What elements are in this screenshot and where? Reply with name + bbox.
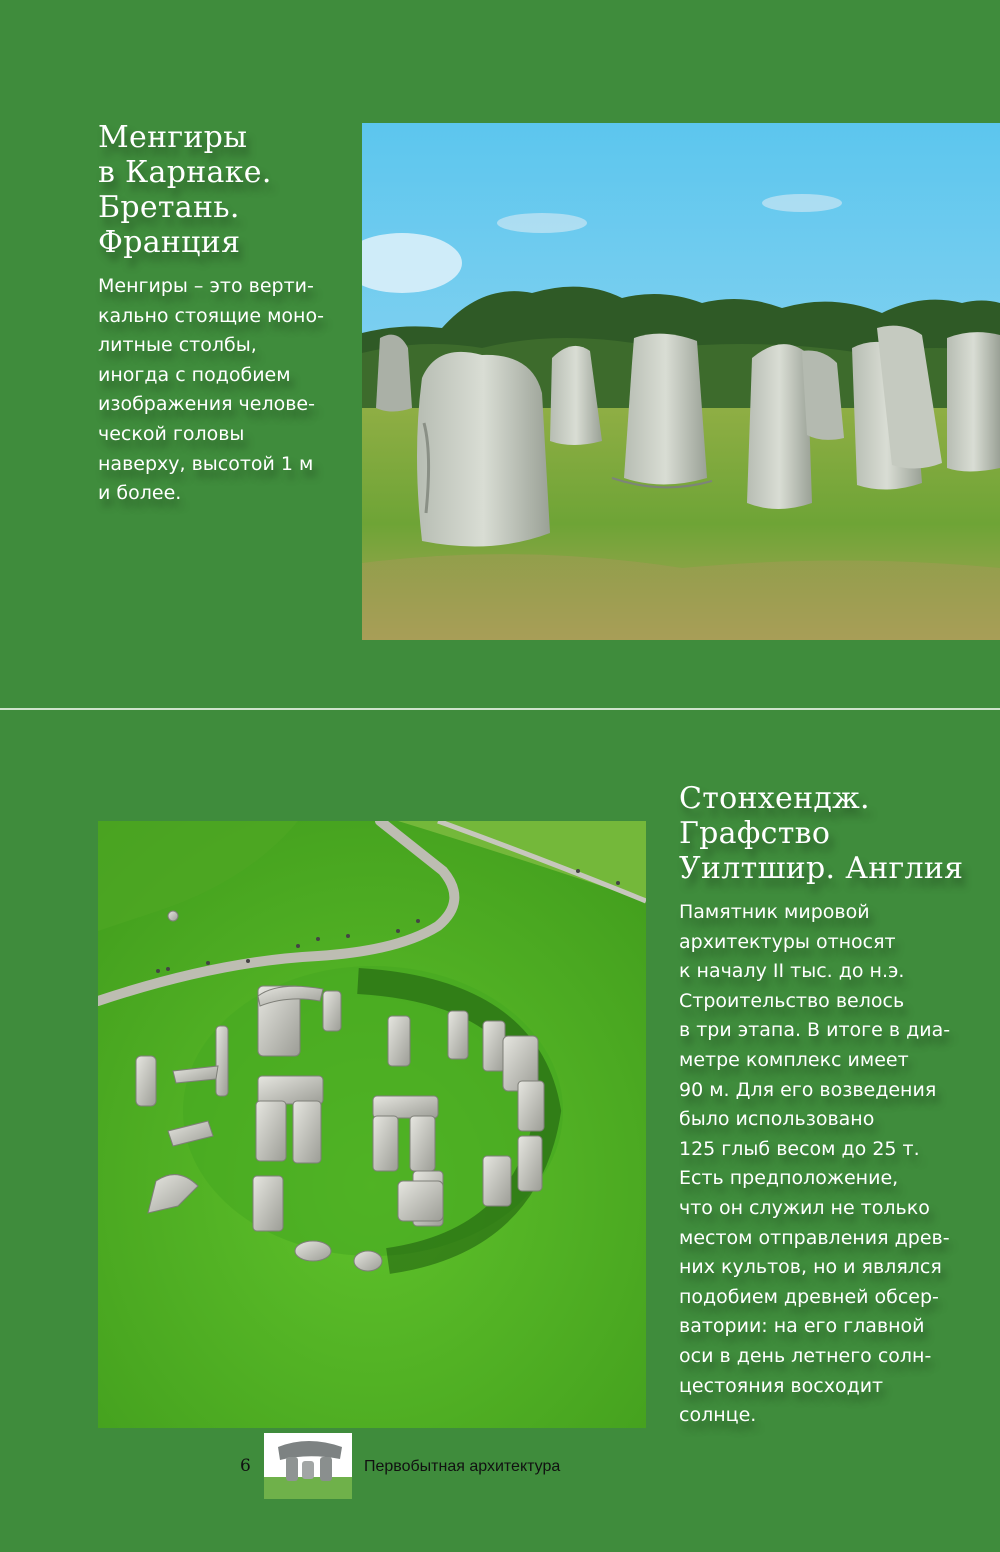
title-line: Графство bbox=[679, 816, 831, 851]
text-line: изображения челове- bbox=[98, 393, 315, 416]
stonehenge-aerial-photo bbox=[98, 821, 646, 1428]
text-line: метре комплекс имеет bbox=[679, 1048, 909, 1071]
text-line: Менгиры – это верти- bbox=[98, 275, 314, 297]
text-line: было использовано bbox=[679, 1108, 875, 1131]
text-line: и более. bbox=[98, 482, 182, 505]
text-line: что он служил не только bbox=[679, 1196, 930, 1219]
text-line: подобием древней обсер- bbox=[679, 1285, 939, 1308]
text-line: них культов, но и являлся bbox=[679, 1256, 942, 1279]
text-line: 125 глыб весом до 25 т. bbox=[679, 1137, 920, 1160]
title-line: Стонхендж. bbox=[679, 781, 870, 816]
text-line: Памятник мировой bbox=[679, 901, 870, 923]
menhirs-title bbox=[98, 120, 272, 260]
stonehenge-description bbox=[679, 898, 950, 1431]
text-line: солнце. bbox=[679, 1404, 757, 1427]
title-line: в Карнаке. bbox=[98, 155, 272, 190]
stonehenge-title bbox=[679, 781, 963, 886]
title-line: Бретань. bbox=[98, 190, 240, 225]
text-line: иногда с подобием bbox=[98, 363, 291, 386]
text-line: цестояния восходит bbox=[679, 1374, 884, 1397]
text-line: Строительство велось bbox=[679, 989, 905, 1012]
running-title: Первобытная архитектура bbox=[364, 1458, 561, 1475]
text-line: Есть предположение, bbox=[679, 1167, 899, 1190]
carnac-menhirs-photo bbox=[362, 123, 1000, 640]
text-line: архитектуры относят bbox=[679, 930, 896, 953]
section-divider bbox=[0, 708, 1000, 710]
text-line: наверху, высотой 1 м bbox=[98, 452, 314, 475]
page-number: 6 bbox=[240, 1456, 251, 1476]
menhirs-description bbox=[98, 272, 324, 509]
text-line: местом отправления древ- bbox=[679, 1226, 950, 1249]
text-line: 90 м. Для его возведения bbox=[679, 1078, 937, 1101]
title-line: Менгиры bbox=[98, 120, 248, 155]
text-line: ватории: на его главной bbox=[679, 1315, 925, 1338]
title-line: Франция bbox=[98, 225, 241, 260]
title-line: Уилтшир. Англия bbox=[679, 851, 964, 886]
text-line: литные столбы, bbox=[98, 334, 257, 357]
text-line: к началу II тыс. до н.э. bbox=[679, 960, 905, 983]
text-line: в три этапа. В итоге в диа- bbox=[679, 1019, 951, 1042]
text-line: оси в день летнего солн- bbox=[679, 1344, 932, 1367]
text-line: кально стоящие моно- bbox=[98, 304, 324, 327]
dolmen-thumbnail bbox=[264, 1433, 352, 1499]
text-line: ческой головы bbox=[98, 422, 245, 445]
